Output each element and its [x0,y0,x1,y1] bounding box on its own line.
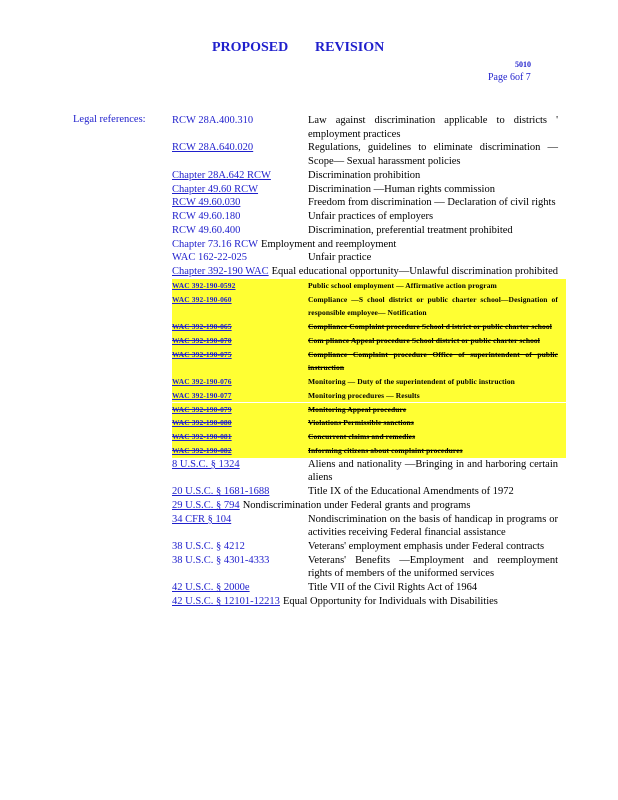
reference-citation: Chapter 73.16 RCW [172,238,259,250]
reference-description: Concurrent claims and remedies [308,432,416,442]
reference-row [172,334,566,348]
reference-description: Title IX of the Educational Amendments of 1972 [308,486,514,498]
reference-citation: Chapter 28A.642 RCW [172,169,271,181]
reference-row [172,554,572,581]
reference-row [172,430,566,444]
reference-description: Unfair practices of employers [308,211,434,223]
reference-row [172,141,572,168]
reference-row [172,114,572,141]
reference-description: Compliance Complaint procedure Office of superintendent of public instruction [308,349,558,373]
reference-citation: 42 U.S.C. § 2000e [172,582,250,594]
title-word-revision: REVISION [315,40,385,55]
reference-row [172,293,566,320]
legal-references-label: Legal references: [73,114,146,125]
reference-citation: WAC 392-190-075 [172,349,232,359]
reference-description: Employment and reemployment [261,238,397,250]
reference-citation: WAC 392-190-079 [172,404,232,414]
reference-row [172,320,566,334]
reference-row [172,595,572,609]
reference-row [172,375,566,389]
reference-description: Monitoring Appeal procedure [308,404,407,414]
title-word-proposed: PROPOSED [212,40,289,55]
reference-row [172,403,566,417]
reference-row [172,196,572,210]
reference-description: Equal educational opportunity—Unlawful discrimination prohibited [271,266,558,278]
reference-description: Freedom from discrimination — Declaration of civil rights [308,197,556,209]
reference-description: Regulations, guidelines to eliminate discrimination — Scope— Sexual harassment policies [308,142,558,167]
reference-description: Veterans' employment emphasis under Federal contracts [308,541,545,553]
reference-description: Com pliance Appeal procedure School district or public charter school [308,335,540,345]
reference-row [172,389,566,403]
reference-description: Informing citizens about complaint procedures [308,446,463,455]
reference-row [172,279,566,293]
reference-citation: WAC 392-190-081 [172,432,232,442]
reference-row [172,485,572,499]
policy-number: 5010 [515,60,531,69]
reference-citation: RCW 49.60.180 [172,211,241,223]
reference-row [172,251,572,265]
reference-citation: 34 CFR § 104 [172,513,232,525]
reference-description: Discrimination —Human rights commission [308,183,495,195]
reference-row [172,581,572,595]
reference-citation: WAC 392-190-065 [172,322,232,332]
reference-row [172,238,572,252]
reference-row [172,169,572,183]
reference-row [172,499,572,513]
reference-citation: RCW 49.60.030 [172,197,241,209]
reference-description: Title VII of the Civil Rights Act of 1964 [308,582,478,594]
reference-row [172,513,572,540]
reference-citation: 20 U.S.C. § 1681-1688 [172,486,270,498]
reference-description: Monitoring procedures — Results [308,390,420,400]
reference-description: Veterans' Benefits —Employment and reemployment rights of members of the uniformed services [308,554,558,580]
reference-description: Discrimination prohibition [308,169,421,181]
reference-citation: 29 U.S.C. § 794 [172,499,240,511]
reference-row [172,540,572,554]
reference-citation: Chapter 392-190 WAC [172,266,269,278]
reference-citation: Chapter 49.60 RCW [172,183,259,195]
reference-citation: WAC 162-22-025 [172,252,247,264]
reference-row [172,265,572,279]
reference-description: Public school employment — Affirmative action program [308,281,497,290]
reference-description: Nondiscrimination under Federal grants and programs [242,499,471,511]
legal-references-list [172,114,572,609]
reference-citation: WAC 392-190-080 [172,418,232,428]
reference-description: Compliance Complaint procedure School d istrict or public charter school [308,322,552,332]
reference-description: Law against discrimination applicable to districts ' employment practices [308,115,558,140]
reference-row [172,183,572,197]
reference-row [172,458,572,485]
reference-citation: 8 U.S.C. § 1324 [172,458,240,470]
reference-citation: WAC 392-190-070 [172,335,232,345]
reference-citation: 38 U.S.C. § 4212 [172,541,245,553]
reference-row [172,416,566,430]
reference-description: Discrimination, preferential treatment prohibited [308,224,513,236]
reference-citation: 38 U.S.C. § 4301-4333 [172,554,270,566]
reference-citation: RCW 49.60.400 [172,224,241,236]
reference-description: Monitoring — Duty of the superintendent of public instruction [308,377,515,387]
reference-citation: WAC 392-190-076 [172,377,232,387]
reference-row [172,224,572,238]
reference-row [172,444,566,458]
reference-citation: WAC 392-190-0592 [172,281,236,290]
reference-description: Equal Opportunity for Individuals with Disabilities [282,596,498,608]
reference-citation: WAC 392-190-060 [172,294,232,304]
reference-description: Aliens and nationality —Bringing in and harboring certain aliens [308,458,558,484]
reference-citation: RCW 28A.400.310 [172,115,254,126]
reference-description: Unfair practice [308,252,372,264]
reference-description: Nondiscrimination on the basis of handicap in programs or activities receiving Federal financial assistance [308,513,558,539]
reference-row [172,348,566,375]
reference-description: Violations Permissible sanctions [308,418,414,428]
reference-citation: WAC 392-190-082 [172,446,232,455]
reference-row [172,210,572,224]
page-number: Page 6of 7 [488,72,531,83]
reference-citation: RCW 28A.640.020 [172,142,254,154]
reference-citation: 42 U.S.C. § 12101-12213 [172,596,280,608]
reference-citation: WAC 392-190-077 [172,390,232,400]
reference-description: Compliance —S chool district or public charter school—Designation of responsible employee— Notification [308,294,558,318]
